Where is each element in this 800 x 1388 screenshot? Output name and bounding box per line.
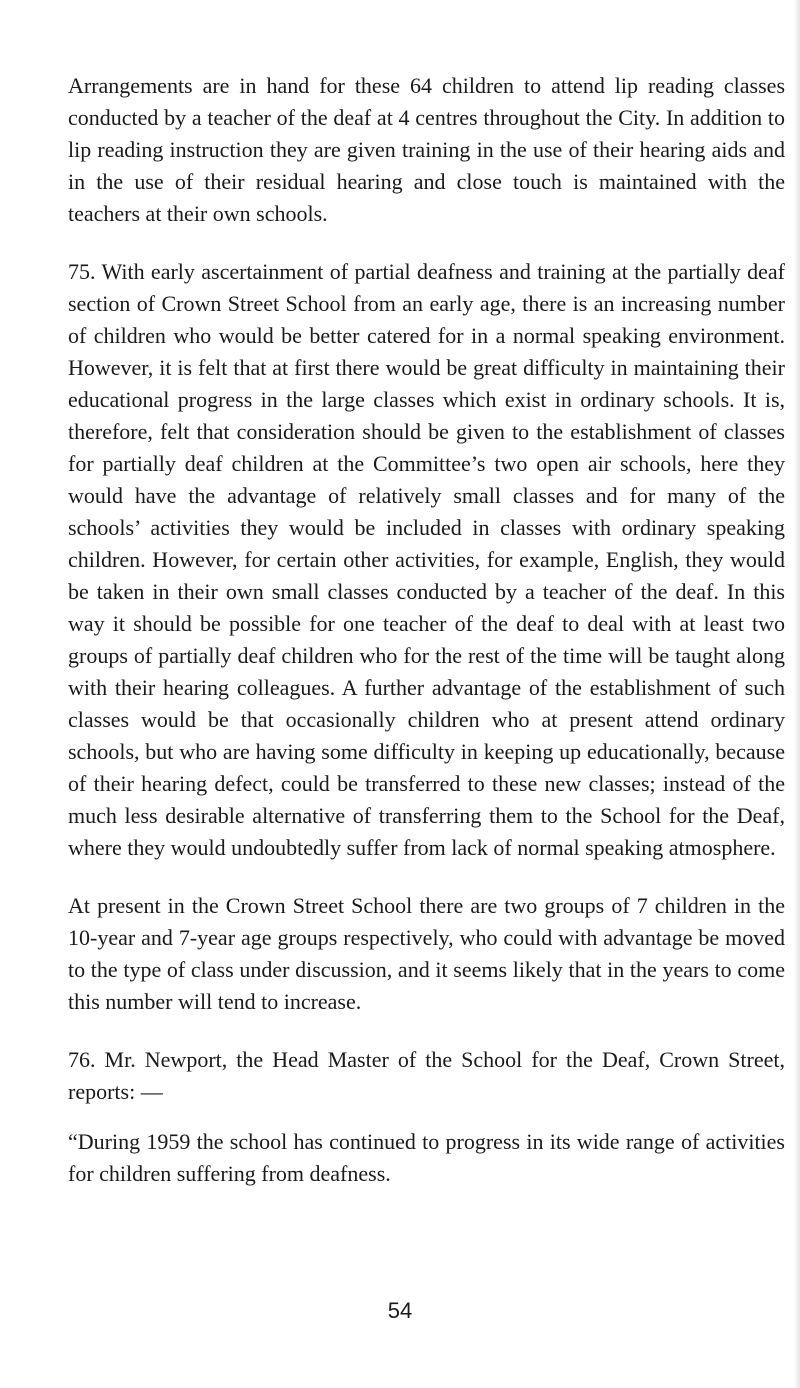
page-edge-shadow bbox=[794, 0, 800, 1388]
paragraph-75-partial-deafness: 75. With early ascertainment of partial deafness and training at the partially deaf section of Crown Street School from an early age, there is an increasing number of children who would be better catered for in a normal speaking environment. However, it is felt that at first there would be great difficulty in maintaining their educational progress in the large classes which exist in ordinary schools. It is, therefore, felt that consideration should be given to the establishment of classes for partially deaf children at the Committee’s two open air schools, here they would have the advantage of relatively small classes and for many of the schools’ activities they would be included in classes with ordinary speaking children. However, for certain other activities, for example, English, they would be taken in their own small classes conducted by a teacher of the deaf. In this way it should be possible for one teacher of the deaf to deal with at least two groups of partially deaf children who for the rest of the time will be taught along with their hearing colleagues. A further advantage of the establishment of such classes would be that occasionally children who at present attend ordinary schools, but who are having some difficulty in keeping up educationally, because of their hearing defect, could be transferred to these new classes; instead of the much less desirable alternative of transferring them to the School for the Deaf, where they would undoubtedly suffer from lack of normal speaking atmosphere. bbox=[68, 259, 785, 860]
page-number: 54 bbox=[387, 1298, 413, 1323]
document-page bbox=[68, 70, 785, 1190]
paragraph-quote-1959: “During 1959 the school has continued to progress in its wide range of activities for children suffering from deafness. bbox=[68, 1129, 785, 1186]
paragraph-76-head-master-report: 76. Mr. Newport, the Head Master of the School for the Deaf, Crown Street, reports: — bbox=[68, 1047, 785, 1104]
paragraph-crown-street-groups: At present in the Crown Street School there are two groups of 7 children in the 10-year and 7-year age groups respectively, who could with advantage be moved to the type of class under discussion, and it seems likely that in the years to come this number will tend to increase. bbox=[68, 893, 785, 1014]
paragraph-lip-reading-arrangements: Arrangements are in hand for these 64 children to attend lip reading classes conducted by a teacher of the deaf at 4 centres throughout the City. In addition to lip reading instruction they are given training in the use of their hearing aids and in the use of their residual hearing and close touch is maintained with the teachers at their own schools. bbox=[68, 73, 785, 226]
